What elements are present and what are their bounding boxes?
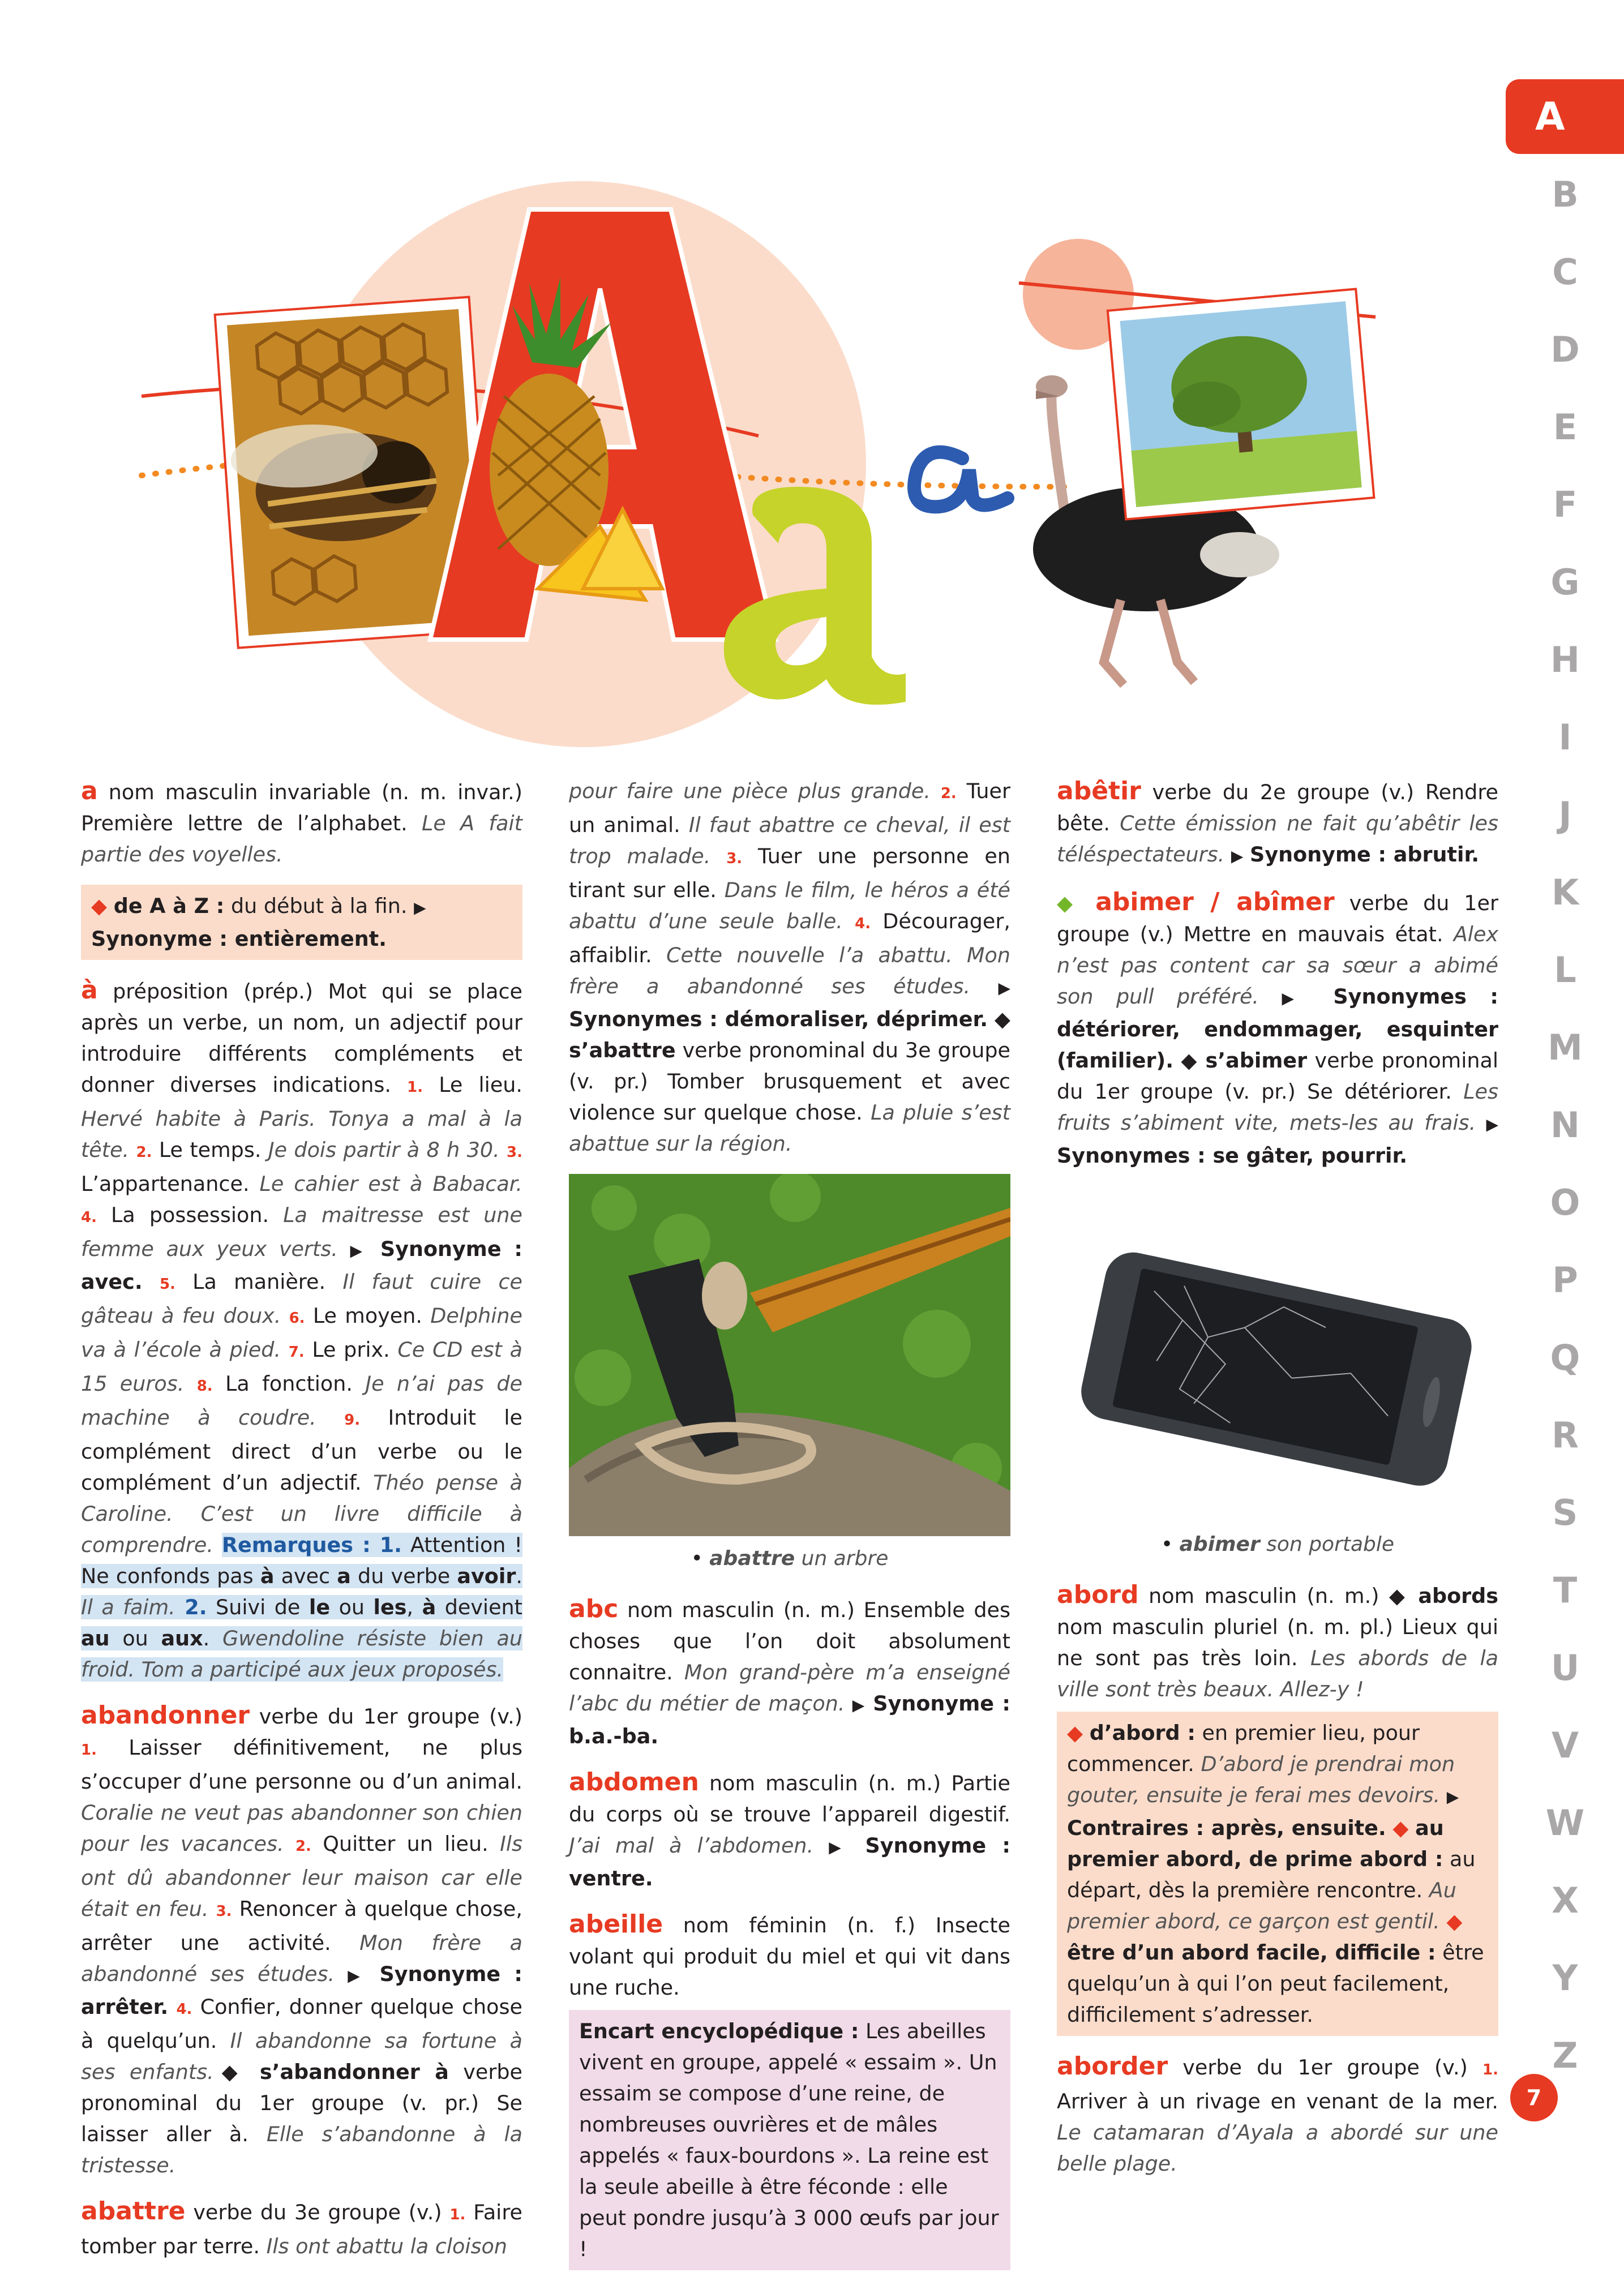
remark-text: devient [436, 1595, 522, 1619]
alphabet-letter[interactable]: U [1550, 1647, 1580, 1688]
axe-photo [569, 1174, 1010, 1536]
definition: verbe du 3e groupe (v.) [185, 2200, 450, 2224]
example: Il faut cuire ce gâteau à feu doux. [81, 1270, 522, 1328]
example: Le catamaran d’Ayala a abordé sur une belle plage. [1057, 2120, 1498, 2176]
alphabet-letter-a-active[interactable]: A [1506, 79, 1624, 154]
remark-word: les [373, 1595, 407, 1619]
script-letter-blue [914, 452, 1008, 507]
definition: nom masculin invariable (n. m. invar.) Première lettre de l’alphabet. [81, 780, 522, 835]
example: Dans le film, le héros a été abattu d’une seule balle. [569, 878, 1011, 933]
example: Je dois partir à 8 h 30. [268, 1138, 500, 1162]
entry-aborder [1057, 2051, 1498, 2179]
example: Cette émission ne fait qu’abêtir les téléspectateurs. [1057, 811, 1498, 867]
synonym: Synonymes : détériorer, endommager, esquinter (familier). [1057, 984, 1498, 1073]
remark-text: du verbe [350, 1564, 457, 1588]
sense: Tuer un animal. [569, 779, 1010, 837]
entry-a [81, 775, 522, 870]
entry-abetir [1057, 775, 1498, 872]
alphabet-letter[interactable]: N [1550, 1104, 1580, 1146]
remark-word: a [337, 1564, 351, 1588]
sense-number: 5. [159, 1276, 175, 1293]
alphabet-letter[interactable]: X [1552, 1880, 1579, 1921]
alphabet-letter[interactable]: Y [1552, 1957, 1578, 1999]
sense-number: 2. [136, 1144, 152, 1161]
sense: La possession. [96, 1203, 284, 1227]
remark-word: le [308, 1595, 331, 1619]
example: pour faire une pièce plus grande. [569, 779, 931, 803]
remark-text: avec [274, 1564, 337, 1588]
expression-box [1057, 1712, 1498, 2036]
encyclopedic-text: Les abeilles vivent en groupe, appelé « essaim ». Un essaim se compose d’une reine, de nombreuses ouvrières et de mâles appelés « faux-bourdons ». La reine est la seule abeille à être féconde : elle peut pondre jusqu’à 3 000 œufs par jour ! [579, 2019, 999, 2261]
triangle-icon: ▶ [1486, 1115, 1498, 1134]
phone-photo [1057, 1205, 1498, 1522]
definition: préposition (prép.) Mot qui se place après un verbe, un nom, un adjectif pour introduire différents compléments et donner diverses indications. [81, 979, 522, 1097]
sense-number: 4. [855, 915, 871, 932]
sense-number: 6. [289, 1310, 305, 1327]
example: Alex n’est pas content car sa sœur a abimé son pull préféré. [1057, 922, 1498, 1009]
hero-artwork [0, 0, 1506, 758]
diamond-icon: ◆ [213, 2060, 246, 2084]
triangle-icon: ▶ [1282, 989, 1310, 1008]
diamond-icon: ◆ [1067, 1721, 1083, 1745]
sense-number: 1. [449, 2206, 466, 2223]
headword: a [81, 777, 98, 805]
sense-number: 3. [726, 850, 743, 867]
diamond-icon: ◆ [1181, 1048, 1198, 1073]
expression-meaning: au départ, dès la première rencontre. [1067, 1847, 1476, 1902]
remark-word: à [260, 1564, 275, 1588]
column-1 [81, 775, 522, 2277]
alphabet-letter[interactable]: I [1558, 717, 1572, 758]
sense: Le temps. [152, 1138, 268, 1162]
alphabet-letter[interactable]: J [1558, 794, 1572, 835]
example: Delphine va à l’école à pied. [81, 1304, 522, 1362]
sense-number: 3. [216, 1903, 232, 1920]
example: Ils ont abattu la cloison [266, 2234, 508, 2258]
entry-abdomen [569, 1767, 1010, 1894]
entry-a-grave [81, 975, 522, 1685]
definition: verbe du 1er groupe (v.) [1168, 2055, 1483, 2080]
sense: Le prix. [304, 1337, 398, 1362]
sense: Faire tomber par terre. [81, 2200, 522, 2258]
pronominal-form: s’abandonner à [259, 2060, 449, 2084]
column-2 [569, 775, 1010, 2285]
sense: Laisser définitivement, ne plus s’occuper d’une personne ou d’un animal. [81, 1735, 522, 1794]
synonym: Synonyme : entièrement. [91, 927, 387, 951]
example: Gwendoline résiste bien au froid. Tom a participé aux jeux proposés. [81, 1626, 522, 1682]
example: Le cahier est à Babacar. [259, 1172, 522, 1196]
alphabet-letter[interactable]: L [1554, 949, 1576, 991]
diamond-icon: ◆ [91, 894, 108, 918]
example: La maitresse est une femme aux yeux verts. [81, 1203, 522, 1261]
photo-caption [1057, 1529, 1498, 1560]
pronominal-form: s’abattre [569, 1038, 676, 1062]
headword: abdomen [569, 1768, 699, 1797]
synonym: Synonymes : démoraliser, déprimer. [569, 1007, 988, 1031]
triangle-icon: ▶ [1231, 847, 1244, 865]
caption-word: abimer [1179, 1533, 1260, 1556]
triangle-icon: ▶ [829, 1838, 850, 1857]
alphabet-letter[interactable]: Q [1550, 1337, 1580, 1378]
entry-abc [569, 1593, 1010, 1752]
remark-word: à [422, 1595, 436, 1619]
remark-text: ou [109, 1626, 161, 1650]
example: La pluie s’est abattue sur la région. [569, 1100, 1010, 1156]
sense-number: 1. [81, 1742, 97, 1759]
letter-a-illustration [0, 0, 1506, 758]
synonym: Synonymes : se gâter, pourrir. [1057, 1143, 1408, 1168]
definition: nom féminin (n. f.) Insecte volant qui produit du miel et qui vit dans une ruche. [569, 1913, 1010, 2000]
headword: abandonner [81, 1701, 250, 1730]
sense-number: 3. [507, 1144, 523, 1161]
headword: abimer / abîmer [1095, 888, 1335, 916]
alphabet-letter[interactable]: B [1552, 174, 1579, 215]
definition: verbe du 1er groupe (v.) Mettre en mauvais état. [1057, 891, 1498, 946]
synonym: Synonyme : ventre. [569, 1833, 1010, 1890]
photo-caption [569, 1543, 1010, 1574]
diamond-icon: ◆ [1389, 1584, 1408, 1608]
sense: Le lieu. [423, 1073, 523, 1097]
triangle-icon: ▶ [1446, 1787, 1459, 1806]
headword: abeille [569, 1910, 663, 1939]
headword: abc [569, 1594, 619, 1623]
alphabet-letter[interactable]: D [1550, 329, 1580, 370]
encyclopedic-box [569, 2010, 1010, 2270]
expression: d’abord : [1089, 1721, 1195, 1745]
remark-text: Suivi de [207, 1595, 309, 1619]
caption-text: un arbre [795, 1547, 889, 1570]
example: Mon grand-père m’a enseigné l’abc du métier de maçon. [569, 1660, 1010, 1716]
example: Il abandonne sa fortune à ses enfants. [81, 2029, 523, 2084]
sense: Le moyen. [305, 1304, 431, 1328]
sense: La fonction. [212, 1371, 366, 1396]
remark-word: aux [161, 1626, 203, 1650]
alphabet-letter[interactable]: C [1552, 251, 1578, 293]
sense: Introduit le complément direct d’un verbe ou le complément d’un adjectif. [81, 1405, 522, 1495]
sense-number: 4. [81, 1209, 97, 1226]
triangle-icon: ▶ [998, 979, 1010, 997]
alphabet-letter[interactable]: M [1548, 1027, 1583, 1068]
synonym: Synonyme : arrêter. [81, 1962, 522, 2019]
sense: Confier, donner quelque chose à quelqu’un. [81, 1995, 522, 2053]
alphabet-letter[interactable]: R [1552, 1414, 1579, 1456]
alphabet-letter[interactable]: P [1552, 1259, 1578, 1301]
plural-form: abords [1418, 1584, 1498, 1608]
sense: L’appartenance. [81, 1172, 260, 1196]
remark-text: , [406, 1595, 422, 1619]
example: J’ai mal à l’abdomen. [569, 1833, 814, 1858]
sense-number: 2. [940, 785, 957, 802]
remark-text: Attention ! Ne confonds pas [81, 1533, 522, 1588]
definition: nom masculin pluriel (n. m. pl.) Lieux qui ne sont pas très loin. [1057, 1615, 1498, 1670]
example: Le A fait partie des voyelles. [81, 811, 522, 867]
green-diamond-icon: ◆ [1057, 891, 1081, 915]
remarks-label: Remarques : 1. [221, 1533, 402, 1557]
example: Mon frère a abandonné ses études. [81, 1931, 522, 1986]
triangle-icon: ▶ [350, 1241, 368, 1260]
sense: Renoncer à quelque chose, arrêter une activité. [81, 1897, 522, 1955]
headword: abord [1057, 1580, 1139, 1609]
example: Les fruits s’abiment vite, mets-les au frais. [1057, 1079, 1498, 1135]
definition: verbe du 1er groupe (v.) [250, 1704, 522, 1729]
example: Théo pense à Caroline. C’est un livre difficile à comprendre. [81, 1471, 522, 1557]
tree-photo [1108, 289, 1374, 520]
encyclopedic-label: Encart encyclopédique : [579, 2019, 859, 2043]
synonym: Synonyme : abrutir. [1250, 842, 1480, 867]
example: Les abords de la ville sont très beaux. Allez-y ! [1057, 1646, 1498, 1701]
alphabet-letter[interactable]: Z [1552, 2035, 1578, 2076]
alphabet-letter[interactable]: T [1553, 1570, 1578, 1611]
sense: verbe pronominal du 3e groupe (v. pr.) Tomber brusquement et avec violence sur quelque chose. [569, 1038, 1010, 1125]
alphabet-letter[interactable]: V [1552, 1725, 1579, 1766]
expression: de A à Z : [113, 894, 225, 918]
caption-word: abattre [709, 1547, 795, 1570]
example: Ils ont dû abandonner leur maison car elle était en feu. [81, 1832, 523, 1921]
expression-meaning: être quelqu’un à qui l’on peut facilement, difficilement s’adresser. [1067, 1940, 1484, 2027]
triangle-icon: ▶ [414, 898, 426, 917]
sense: verbe pronominal du 1er groupe (v. pr.) Se laisser aller à. [81, 2060, 522, 2146]
sense-number: 4. [176, 2001, 192, 2018]
example: Cette nouvelle l’a abattu. Mon frère a abandonné ses études. [569, 943, 1010, 998]
sense-number: 1. [1482, 2061, 1498, 2078]
expression-box [81, 885, 522, 960]
alphabet-letter[interactable]: E [1553, 406, 1578, 448]
example: Ce CD est à 15 euros. [81, 1337, 522, 1396]
alphabet-letter[interactable]: F [1553, 484, 1578, 525]
alphabet-letter[interactable]: W [1545, 1802, 1585, 1844]
sense-number: 9. [344, 1412, 361, 1429]
definition: verbe du 2e groupe (v.) Rendre bête. [1057, 780, 1498, 835]
sense: verbe pronominal du 1er groupe (v. pr.) Se détériorer. [1057, 1048, 1499, 1104]
sense: Quitter un lieu. [311, 1832, 500, 1856]
alphabet-letter[interactable]: O [1550, 1182, 1580, 1223]
alphabet-letter[interactable]: S [1552, 1492, 1578, 1533]
example: Hervé habite à Paris. Tonya a mal à la tête. [81, 1107, 522, 1162]
alphabet-letter[interactable]: K [1551, 872, 1579, 913]
definition: nom masculin (n. m.) [1138, 1584, 1389, 1608]
headword: abêtir [1057, 777, 1141, 805]
alphabet-letter[interactable]: G [1550, 561, 1580, 603]
example: Je n’ai pas de machine à coudre. [81, 1371, 523, 1430]
expression: être d’un abord facile, difficile : [1067, 1940, 1436, 1965]
diamond-icon: ◆ [1392, 1816, 1409, 1840]
sense: Décourager, affaiblir. [569, 909, 1010, 967]
example: Il a faim. [81, 1595, 175, 1619]
column-3 [1057, 775, 1498, 2194]
definition: nom masculin (n. m.) Ensemble des choses que l’on doit absolument connaitre. [569, 1598, 1010, 1684]
remark-text: . [516, 1564, 522, 1588]
caption-text: son portable [1259, 1533, 1395, 1556]
sense: La manière. [175, 1270, 343, 1294]
expression-meaning: en premier lieu, pour commencer. [1067, 1721, 1420, 1776]
alphabet-letter[interactable]: H [1550, 639, 1580, 680]
remark-word: avoir [457, 1564, 516, 1588]
triangle-icon: ▶ [348, 1966, 367, 1985]
remark-word: au [81, 1626, 110, 1650]
sense-number: 1. [407, 1079, 423, 1096]
page-number: 7 [1510, 2074, 1558, 2121]
expression: au premier abord, de prime abord : [1067, 1816, 1444, 1871]
synonym: Synonyme : b.a.-ba. [569, 1691, 1010, 1748]
sense-number: 2. [295, 1838, 311, 1855]
antonym: Contraires : après, ensuite. [1067, 1816, 1386, 1840]
pronominal-form: s’abimer [1205, 1048, 1308, 1073]
sense: Tuer une personne en tirant sur elle. [569, 844, 1011, 902]
entry-abeille [569, 1909, 1010, 2003]
entry-abord [1057, 1579, 1498, 1705]
example: Il faut abattre ce cheval, il est trop malade. [569, 813, 1010, 868]
bullet-icon: • [691, 1547, 703, 1570]
sense-number: 8. [196, 1378, 213, 1395]
entry-abandonner [81, 1700, 522, 2181]
example: Coralie ne veut pas abandonner son chien pour les vacances. [81, 1800, 522, 1856]
sense: Arriver à un rivage en venant de la mer. [1057, 2089, 1498, 2113]
entry-abattre-continued [569, 775, 1010, 1159]
bullet-icon: • [1160, 1533, 1173, 1556]
headword: à [81, 976, 98, 1005]
remark-text: . [203, 1626, 222, 1650]
diamond-icon: ◆ [1446, 1909, 1463, 1934]
example: D’abord je prendrai mon gouter, ensuite je ferai mes devoirs. [1067, 1752, 1455, 1807]
synonym: Synonyme : avec. [81, 1237, 522, 1294]
headword: abattre [81, 2197, 186, 2226]
remark-text: ou [330, 1595, 374, 1619]
example: Au premier abord, ce garçon est gentil. [1067, 1878, 1456, 1934]
diamond-icon: ◆ [994, 1007, 1010, 1031]
headword: aborder [1057, 2052, 1168, 2081]
sense-number: 7. [288, 1344, 305, 1361]
expression-meaning: du début à la fin. [224, 894, 414, 918]
entry-abimer [1057, 886, 1498, 1171]
remark-number: 2. [175, 1595, 207, 1619]
entry-abattre [81, 2196, 522, 2262]
example: Elle s’abandonne à la tristesse. [81, 2122, 523, 2177]
definition: nom masculin (n. m.) Partie du corps où se trouve l’appareil digestif. [569, 1771, 1010, 1827]
triangle-icon: ▶ [852, 1696, 865, 1714]
